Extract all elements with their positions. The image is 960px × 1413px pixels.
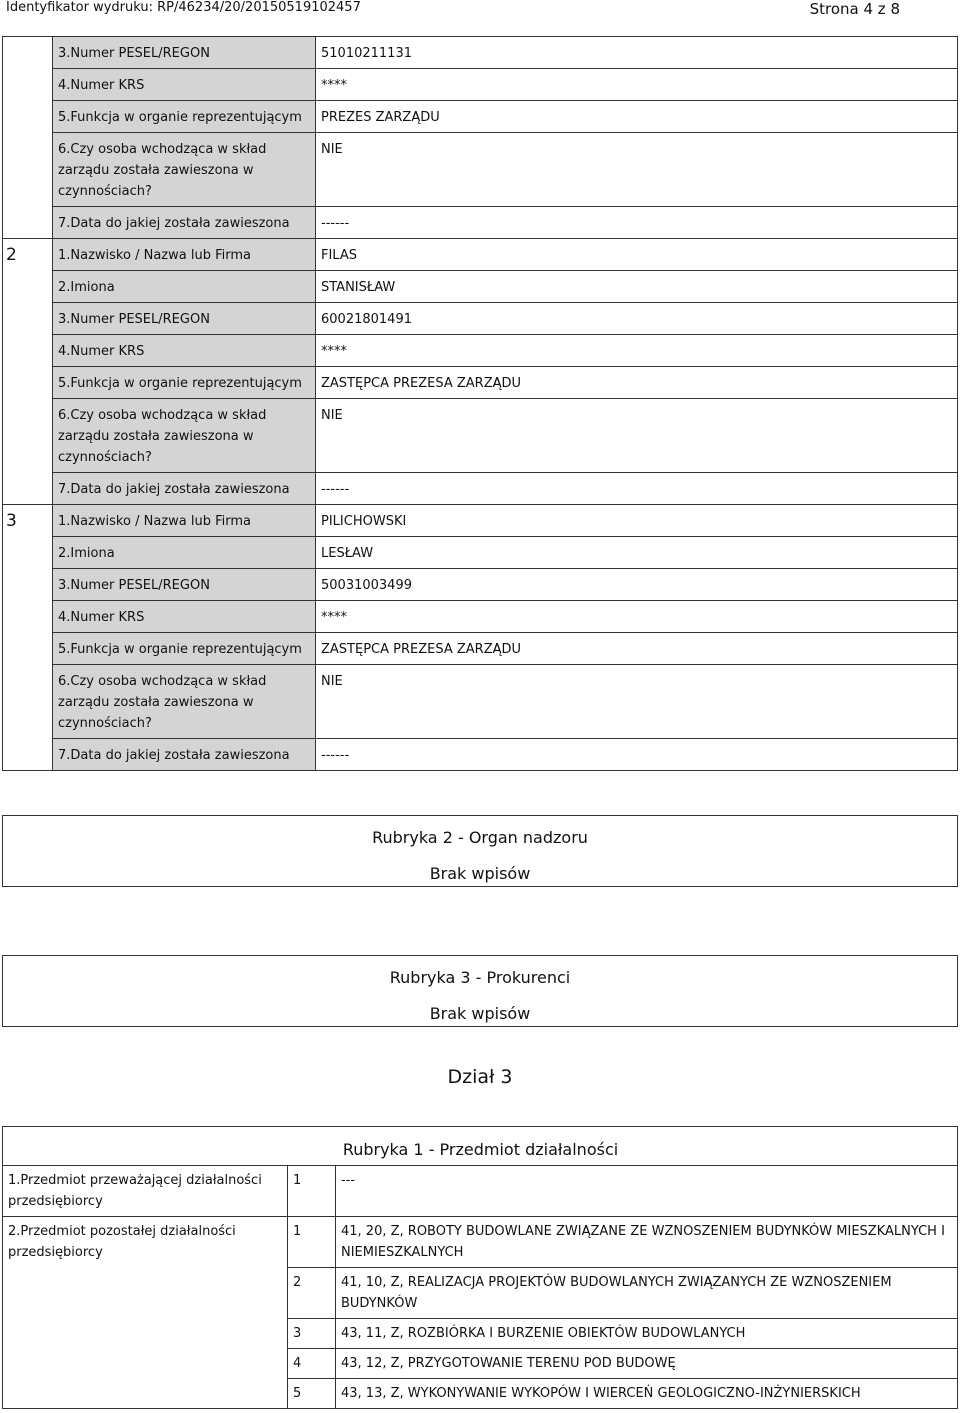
label-krs: 4.Numer KRS: [53, 335, 316, 367]
activity-value: 43, 13, Z, WYKONYWANIE WYKOPÓW I WIERCEŃ GEOLOGICZNO-INŻYNIERSKICH: [336, 1379, 958, 1409]
activities-title: Rubryka 1 - Przedmiot działalności: [3, 1127, 958, 1166]
print-identifier: Identyfikator wydruku: RP/46234/20/20150519102457: [6, 0, 361, 15]
label-nazwisko: 1.Nazwisko / Nazwa lub Firma: [53, 505, 316, 537]
activity-value: 41, 10, Z, REALIZACJA PROJEKTÓW BUDOWLANYCH ZWIĄZANYCH ZE WZNOSZENIEM BUDYNKÓW: [336, 1268, 958, 1319]
section-note: Brak wpisów: [429, 864, 531, 883]
person-number: 2: [3, 239, 53, 505]
label-pesel: 3.Numer PESEL/REGON: [53, 303, 316, 335]
person-number: 3: [3, 505, 53, 771]
label-krs: 4.Numer KRS: [53, 69, 316, 101]
value-pesel: 51010211131: [316, 37, 958, 69]
person-number: [3, 37, 53, 239]
main-activity-label: 1.Przedmiot przeważającej działalności przedsiębiorcy: [3, 1166, 288, 1217]
value-krs: ****: [316, 601, 958, 633]
activity-index: 1: [288, 1217, 336, 1268]
value-nazwisko: FILAS: [316, 239, 958, 271]
value-zawieszona: NIE: [316, 133, 958, 207]
activity-index: 3: [288, 1319, 336, 1349]
label-data: 7.Data do jakiej została zawieszona: [53, 473, 316, 505]
value-nazwisko: PILICHOWSKI: [316, 505, 958, 537]
value-funkcja: ZASTĘPCA PREZESA ZARZĄDU: [316, 633, 958, 665]
value-pesel: 50031003499: [316, 569, 958, 601]
value-krs: ****: [316, 335, 958, 367]
activity-index: 5: [288, 1379, 336, 1409]
label-pesel: 3.Numer PESEL/REGON: [53, 37, 316, 69]
value-data: ------: [316, 739, 958, 771]
label-pesel: 3.Numer PESEL/REGON: [53, 569, 316, 601]
value-zawieszona: NIE: [316, 665, 958, 739]
label-funkcja: 5.Funkcja w organie reprezentującym: [53, 101, 316, 133]
section-note: Brak wpisów: [429, 1004, 531, 1023]
label-zawieszona: 6.Czy osoba wchodząca w skład zarządu została zawieszona w czynnościach?: [53, 399, 316, 473]
label-data: 7.Data do jakiej została zawieszona: [53, 739, 316, 771]
value-funkcja: ZASTĘPCA PREZESA ZARZĄDU: [316, 367, 958, 399]
value-pesel: 60021801491: [316, 303, 958, 335]
label-imiona: 2.Imiona: [53, 537, 316, 569]
section-title: Rubryka 3 - Prokurenci: [389, 968, 571, 987]
value-data: ------: [316, 207, 958, 239]
activity-value: 41, 20, Z, ROBOTY BUDOWLANE ZWIĄZANE ZE WZNOSZENIEM BUDYNKÓW MIESZKALNYCH I NIEMIESZKALNYCH: [336, 1217, 958, 1268]
label-krs: 4.Numer KRS: [53, 601, 316, 633]
main-activity-index: 1: [288, 1166, 336, 1217]
activity-value: 43, 11, Z, ROZBIÓRKA I BURZENIE OBIEKTÓW BUDOWLANYCH: [336, 1319, 958, 1349]
activity-index: 4: [288, 1349, 336, 1379]
section-title: Rubryka 2 - Organ nadzoru: [372, 828, 588, 847]
page-number: Strona 4 z 8: [809, 0, 900, 18]
board-members-table: [2, 36, 958, 771]
value-zawieszona: NIE: [316, 399, 958, 473]
label-zawieszona: 6.Czy osoba wchodząca w skład zarządu została zawieszona w czynnościach?: [53, 665, 316, 739]
activities-table: [2, 1126, 958, 1409]
value-imiona: STANISŁAW: [316, 271, 958, 303]
other-activity-label: 2.Przedmiot pozostałej działalności przedsiębiorcy: [3, 1217, 288, 1409]
label-imiona: 2.Imiona: [53, 271, 316, 303]
label-funkcja: 5.Funkcja w organie reprezentującym: [53, 367, 316, 399]
section-heading-dzial-3: Dział 3: [447, 1066, 513, 1088]
label-funkcja: 5.Funkcja w organie reprezentującym: [53, 633, 316, 665]
label-zawieszona: 6.Czy osoba wchodząca w skład zarządu została zawieszona w czynnościach?: [53, 133, 316, 207]
value-krs: ****: [316, 69, 958, 101]
rubryka-organ-nadzoru: [2, 815, 958, 887]
activity-value: 43, 12, Z, PRZYGOTOWANIE TERENU POD BUDOWĘ: [336, 1349, 958, 1379]
print-header: [0, 0, 960, 18]
value-imiona: LESŁAW: [316, 537, 958, 569]
value-funkcja: PREZES ZARZĄDU: [316, 101, 958, 133]
value-data: ------: [316, 473, 958, 505]
main-activity-value: ---: [336, 1166, 958, 1217]
rubryka-prokurenci: [2, 955, 958, 1027]
label-nazwisko: 1.Nazwisko / Nazwa lub Firma: [53, 239, 316, 271]
activity-index: 2: [288, 1268, 336, 1319]
label-data: 7.Data do jakiej została zawieszona: [53, 207, 316, 239]
